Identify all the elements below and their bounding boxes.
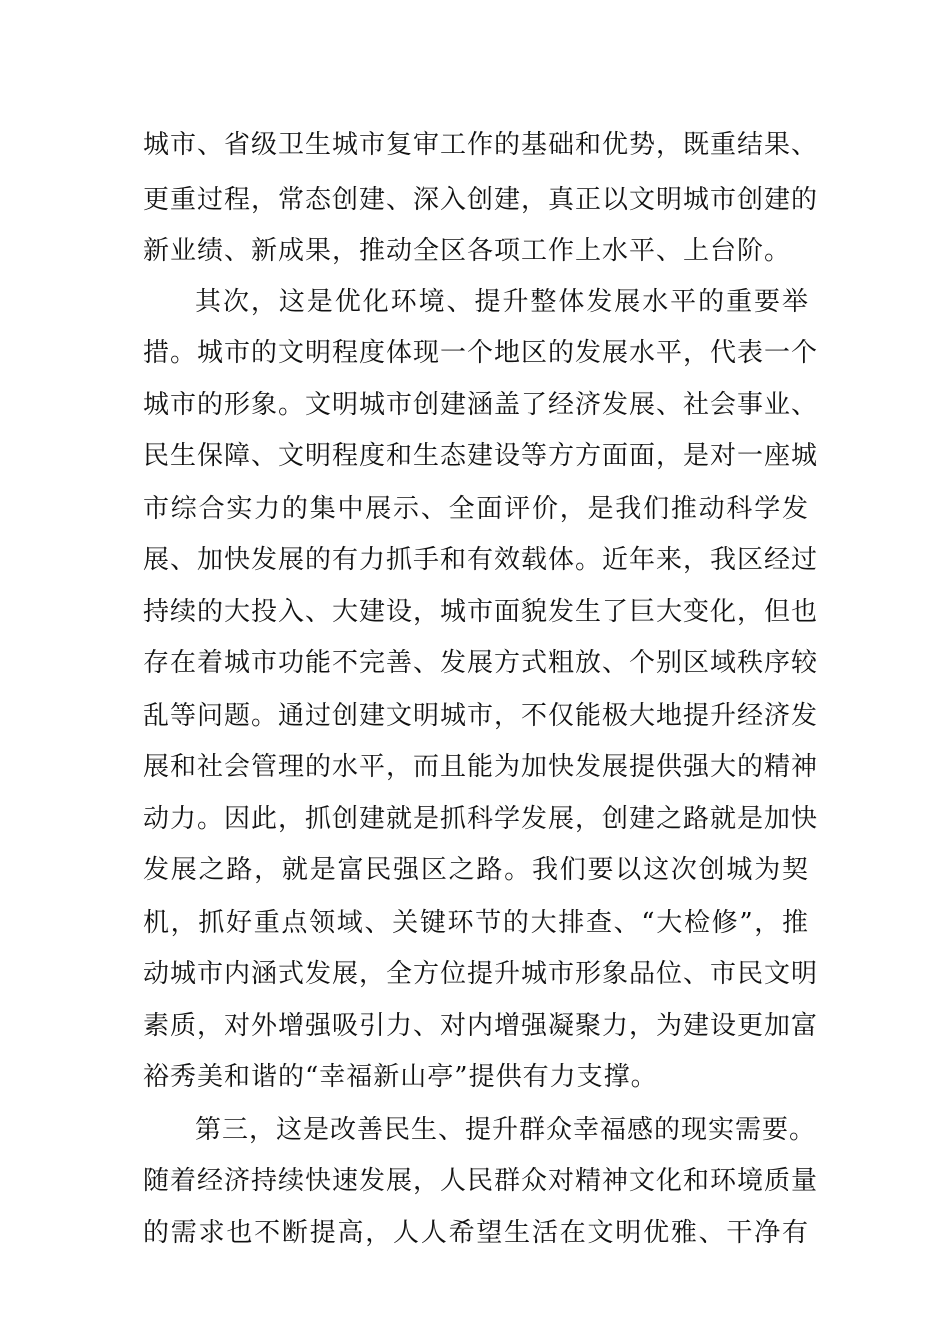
text-line: 素质，对外增强吸引力、对内增强凝聚力，为建设更加富 xyxy=(143,1011,819,1041)
text-line: 城市、省级卫生城市复审工作的基础和优势，既重结果、 xyxy=(143,130,819,160)
text-line: 市综合实力的集中展示、全面评价，是我们推动科学发 xyxy=(143,494,809,524)
text-line: 机，抓好重点领域、关键环节的大排查、“大检修”，推 xyxy=(143,908,809,938)
text-line: 展和社会管理的水平，而且能为加快发展提供强大的精神 xyxy=(143,752,819,782)
text-line: 更重过程，常态创建、深入创建，真正以文明城市创建的 xyxy=(143,185,819,215)
text-line: 新业绩、新成果，推动全区各项工作上水平、上台阶。 xyxy=(143,236,792,266)
paragraph-start-line: 其次，这是优化环境、提升整体发展水平的重要举 xyxy=(195,287,809,317)
text-line: 的需求也不断提高，人人希望生活在文明优雅、干净有 xyxy=(143,1218,809,1248)
text-line: 动城市内涵式发展，全方位提升城市形象品位、市民文明 xyxy=(143,959,819,989)
text-line: 裕秀美和谐的“幸福新山亭”提供有力支撑。 xyxy=(143,1062,658,1092)
text-line: 乱等问题。通过创建文明城市，不仅能极大地提升经济发 xyxy=(143,701,819,731)
text-line: 措。城市的文明程度体现一个地区的发展水平，代表一个 xyxy=(143,338,819,368)
text-line: 持续的大投入、大建设，城市面貌发生了巨大变化，但也 xyxy=(143,597,819,627)
text-line: 展、加快发展的有力抓手和有效载体。近年来，我区经过 xyxy=(143,545,819,575)
text-line: 发展之路，就是富民强区之路。我们要以这次创城为契 xyxy=(143,855,809,885)
text-line: 民生保障、文明程度和生态建设等方方面面，是对一座城 xyxy=(143,441,819,471)
text-line: 存在着城市功能不完善、发展方式粗放、个别区域秩序较 xyxy=(143,648,819,678)
paragraph-start-line: 第三，这是改善民生、提升群众幸福感的现实需要。 xyxy=(195,1115,817,1145)
text-line: 随着经济持续快速发展，人民群众对精神文化和环境质量 xyxy=(143,1166,819,1196)
text-line: 动力。因此，抓创建就是抓科学发展，创建之路就是加快 xyxy=(143,804,819,834)
text-line: 城市的形象。文明城市创建涵盖了经济发展、社会事业、 xyxy=(143,390,819,420)
